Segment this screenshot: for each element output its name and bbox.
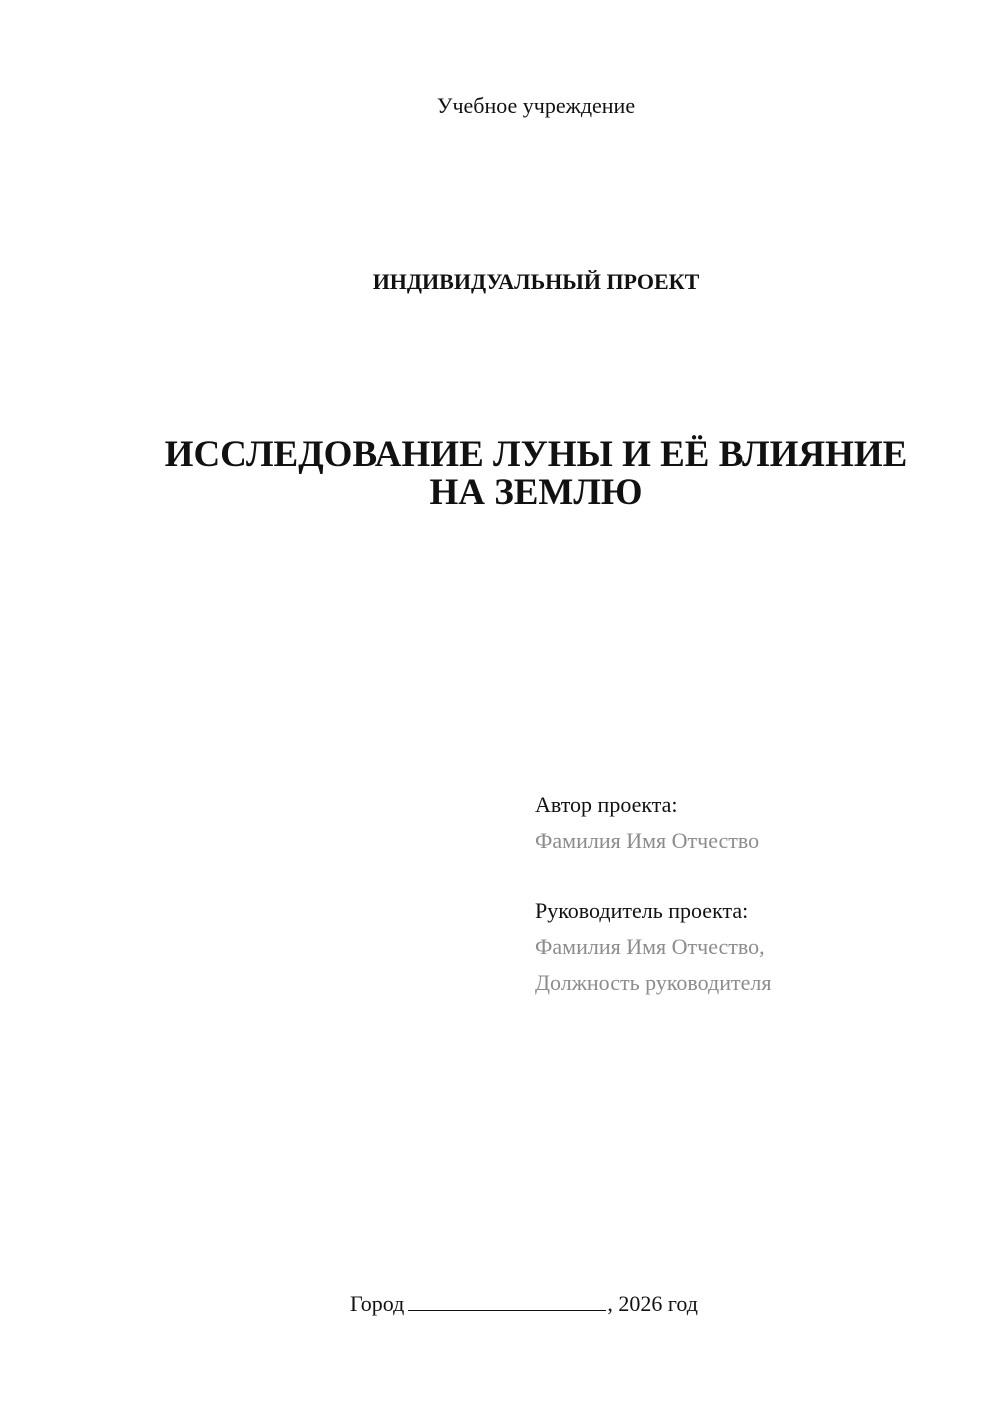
supervisor-position-placeholder: Должность руководителя bbox=[535, 970, 772, 995]
project-title-line-2: НА ЗЕМЛЮ bbox=[429, 472, 643, 513]
city-year-footer bbox=[350, 1289, 698, 1319]
project-title bbox=[0, 436, 1000, 512]
supervisor-block bbox=[535, 893, 975, 1001]
project-type-heading: ИНДИВИДУАЛЬНЫЙ ПРОЕКТ bbox=[372, 269, 700, 294]
project-title-line-1: ИССЛЕДОВАНИЕ ЛУНЫ И ЕЁ ВЛИЯНИЕ bbox=[164, 434, 908, 475]
city-blank-line bbox=[408, 1292, 606, 1311]
author-block bbox=[535, 787, 975, 859]
institution-name: Учебное учреждение bbox=[436, 93, 636, 118]
author-name-placeholder: Фамилия Имя Отчество bbox=[535, 828, 760, 853]
supervisor-name-placeholder: Фамилия Имя Отчество, bbox=[535, 934, 765, 959]
supervisor-label: Руководитель проекта: bbox=[535, 898, 749, 923]
city-label: Город bbox=[350, 1291, 405, 1316]
author-label: Автор проекта: bbox=[535, 792, 678, 817]
year-text: , 2026 год bbox=[607, 1291, 698, 1316]
